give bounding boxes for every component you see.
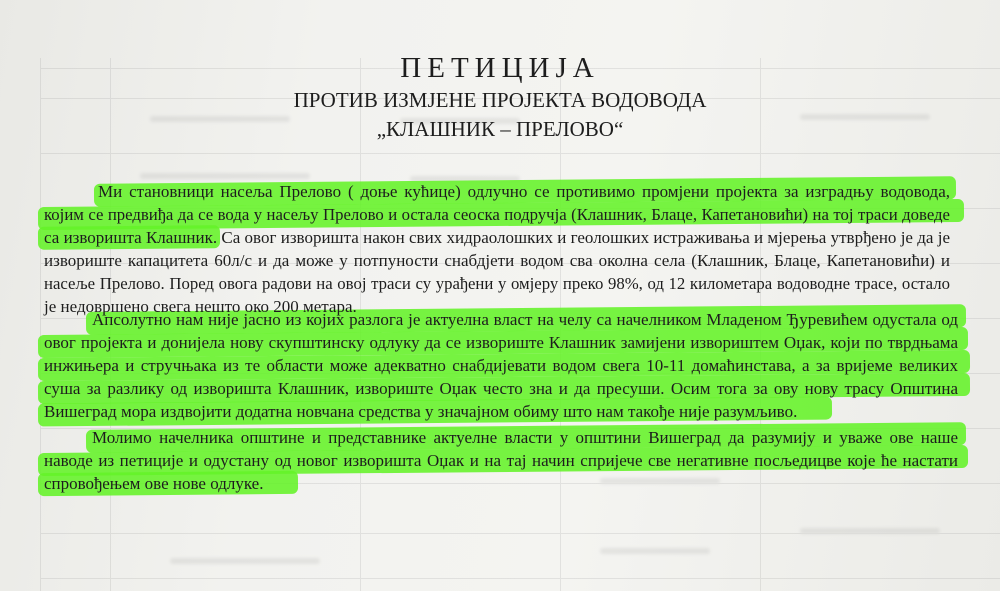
text-line: Молимо начелника општине и представнике актуелне власти у општини Вишеград да разумију и уваже ове наше bbox=[92, 428, 958, 447]
project-name: „КЛАШНИК – ПРЕЛОВО“ bbox=[376, 117, 624, 141]
text-line: Апсолутно нам није јасно из којих разлога је актуелна власт на челу са начелником Младеном Ђуревићем одустала од bbox=[92, 310, 958, 329]
text-line: инжињера и стручњака из те области може адекватно снабдијевати водом свега 10-11 домаћинстава, а за вријеме великих bbox=[44, 356, 958, 375]
text-line: којим се предвиђа да се вода у насељу Прелово и остала сеоска подручја (Клашник, Блаце, Капетановићи) на тој траси доведе bbox=[44, 205, 950, 224]
text-line: са изворишта Клашник. Са овог изворишта након свих хидраолошких и геолошких истраживања и мјерења утврђено је да је bbox=[44, 228, 950, 247]
petition-subtitle: ПРОТИВ ИЗМЈЕНЕ ПРОЈЕКТА ВОДОВОДА bbox=[293, 88, 707, 112]
petition-title: ПЕТИЦИЈА bbox=[400, 52, 600, 84]
text-line: је недовршено свега нешто око 200 метара. bbox=[44, 297, 357, 316]
text-line: извориште капацитета 60л/с и да може у потпуности снабдјети водом сва околна села (Клашник, Блаце, Капетановићи) и bbox=[44, 251, 950, 270]
text-line: насеље Прелово. Поред овога радови на овој траси су урађени у омјеру преко 98%, од 12 километара водоводне трасе, остало bbox=[44, 274, 950, 293]
text-line: наводе из петиције и одустану од новог изворишта Оџак и на тај начин спријече све негативне посљедицве које ће настати bbox=[44, 451, 958, 470]
text-line: Ми становници насеља Прелово ( доње кућице) одлучно се противимо промјени пројекта за изградњу водовода, bbox=[98, 182, 950, 201]
text-line: спровођењем ове нове одлуке. bbox=[44, 474, 264, 493]
text-line: суша за разлику од изворишта Клашник, извориште Оџак често зна и да пресуши. Осим тога за ову нову трасу Општина bbox=[44, 379, 958, 398]
text-line: овог пројекта и донијела нову скупштинску одлуку да се извориште Клашник замијени извориштем Оџак, који по тврдњама bbox=[44, 333, 958, 352]
text-line: Вишеград мора издвојити додатна новчана средства у значајном обиму што нам такође није разумљиво. bbox=[44, 402, 798, 421]
